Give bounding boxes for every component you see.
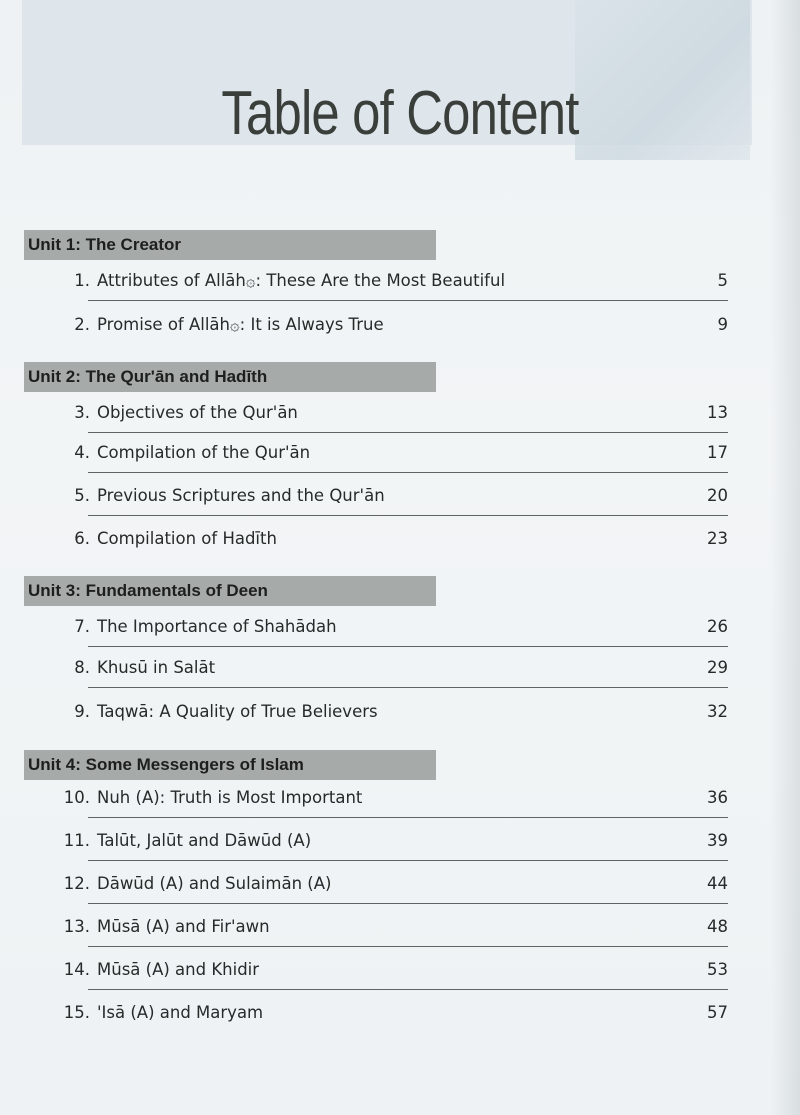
entry-page-number: 57: [707, 1003, 728, 1022]
entry-page-number: 20: [707, 486, 728, 505]
entry-rule: [88, 946, 728, 947]
entry-page-number: 29: [707, 658, 728, 677]
entry-title: Promise of Allāh۞: It is Always True: [97, 315, 384, 334]
entry-number: 12.: [63, 874, 90, 893]
entry-number: 4.: [74, 443, 90, 462]
toc-entry[interactable]: [60, 997, 728, 1033]
entry-page-number: 36: [707, 788, 728, 807]
entry-page-number: 23: [707, 529, 728, 548]
unit-heading: Unit 1: The Creator: [24, 230, 436, 260]
entry-number: 15.: [63, 1003, 90, 1022]
entry-page-number: 17: [707, 443, 728, 462]
entry-page-number: 53: [707, 960, 728, 979]
entry-number: 2.: [74, 315, 90, 334]
entry-page-number: 13: [707, 403, 728, 422]
entry-title: Taqwā: A Quality of True Believers: [97, 702, 378, 721]
entry-title: Previous Scriptures and the Qur'ān: [97, 486, 385, 505]
entry-title: Mūsā (A) and Khidir: [97, 960, 260, 979]
entry-title: Mūsā (A) and Fir'awn: [97, 917, 270, 936]
toc-entry[interactable]: [60, 480, 728, 516]
entry-title: Objectives of the Qur'ān: [97, 403, 298, 422]
entry-title: Compilation of the Qur'ān: [97, 443, 311, 462]
entry-page-number: 32: [707, 702, 728, 721]
toc-entry[interactable]: [60, 696, 728, 732]
toc-entry[interactable]: [60, 437, 728, 473]
toc-entry[interactable]: [60, 397, 728, 433]
entry-page-number: 48: [707, 917, 728, 936]
entry-number: 5.: [74, 486, 90, 505]
unit-heading: Unit 4: Some Messengers of Islam: [24, 750, 436, 780]
entry-rule: [88, 903, 728, 904]
entry-title: Dāwūd (A) and Sulaimān (A): [97, 874, 332, 893]
unit-heading: Unit 3: Fundamentals of Deen: [24, 576, 436, 606]
entry-number: 10.: [63, 788, 90, 807]
entry-page-number: 39: [707, 831, 728, 850]
entry-title: Compilation of Hadīth: [97, 529, 277, 548]
entry-number: 13.: [63, 917, 90, 936]
toc-entry[interactable]: [60, 523, 728, 559]
entry-title: Nuh (A): Truth is Most Important: [97, 788, 363, 807]
toc-entry[interactable]: [60, 782, 728, 818]
page-edge-shadow: [770, 0, 800, 1115]
toc-entry[interactable]: [60, 265, 728, 301]
entry-number: 8.: [74, 658, 90, 677]
entry-number: 3.: [74, 403, 90, 422]
entry-number: 9.: [74, 702, 90, 721]
entry-rule: [88, 687, 728, 688]
entry-number: 11.: [63, 831, 90, 850]
unit-heading: Unit 2: The Qur'ān and Hadīth: [24, 362, 436, 392]
entry-title: The Importance of Shahādah: [97, 617, 337, 636]
entry-page-number: 5: [717, 271, 728, 290]
toc-entry[interactable]: [60, 954, 728, 990]
toc-entry[interactable]: [60, 825, 728, 861]
entry-rule: [88, 515, 728, 516]
entry-rule: [88, 860, 728, 861]
entry-page-number: 26: [707, 617, 728, 636]
entry-rule: [88, 432, 728, 433]
entry-rule: [88, 300, 728, 301]
entry-number: 6.: [74, 529, 90, 548]
entry-title: Attributes of Allāh۞: These Are the Most Beautiful: [97, 271, 506, 290]
entry-number: 1.: [74, 271, 90, 290]
entry-number: 14.: [63, 960, 90, 979]
entry-title: Talūt, Jalūt and Dāwūd (A): [97, 831, 312, 850]
page-title: Table of Content: [221, 79, 579, 148]
entry-page-number: 9: [717, 315, 728, 334]
toc-entry[interactable]: [60, 309, 728, 345]
entry-page-number: 44: [707, 874, 728, 893]
entry-rule: [88, 989, 728, 990]
toc-entry[interactable]: [60, 868, 728, 904]
entry-rule: [88, 646, 728, 647]
toc-entry[interactable]: [60, 611, 728, 647]
entry-title: Khusū in Salāt: [97, 658, 216, 677]
toc-entry[interactable]: [60, 652, 728, 688]
entry-title: 'Isā (A) and Maryam: [97, 1003, 264, 1022]
entry-rule: [88, 817, 728, 818]
toc-entry[interactable]: [60, 911, 728, 947]
entry-number: 7.: [74, 617, 90, 636]
entry-rule: [88, 472, 728, 473]
